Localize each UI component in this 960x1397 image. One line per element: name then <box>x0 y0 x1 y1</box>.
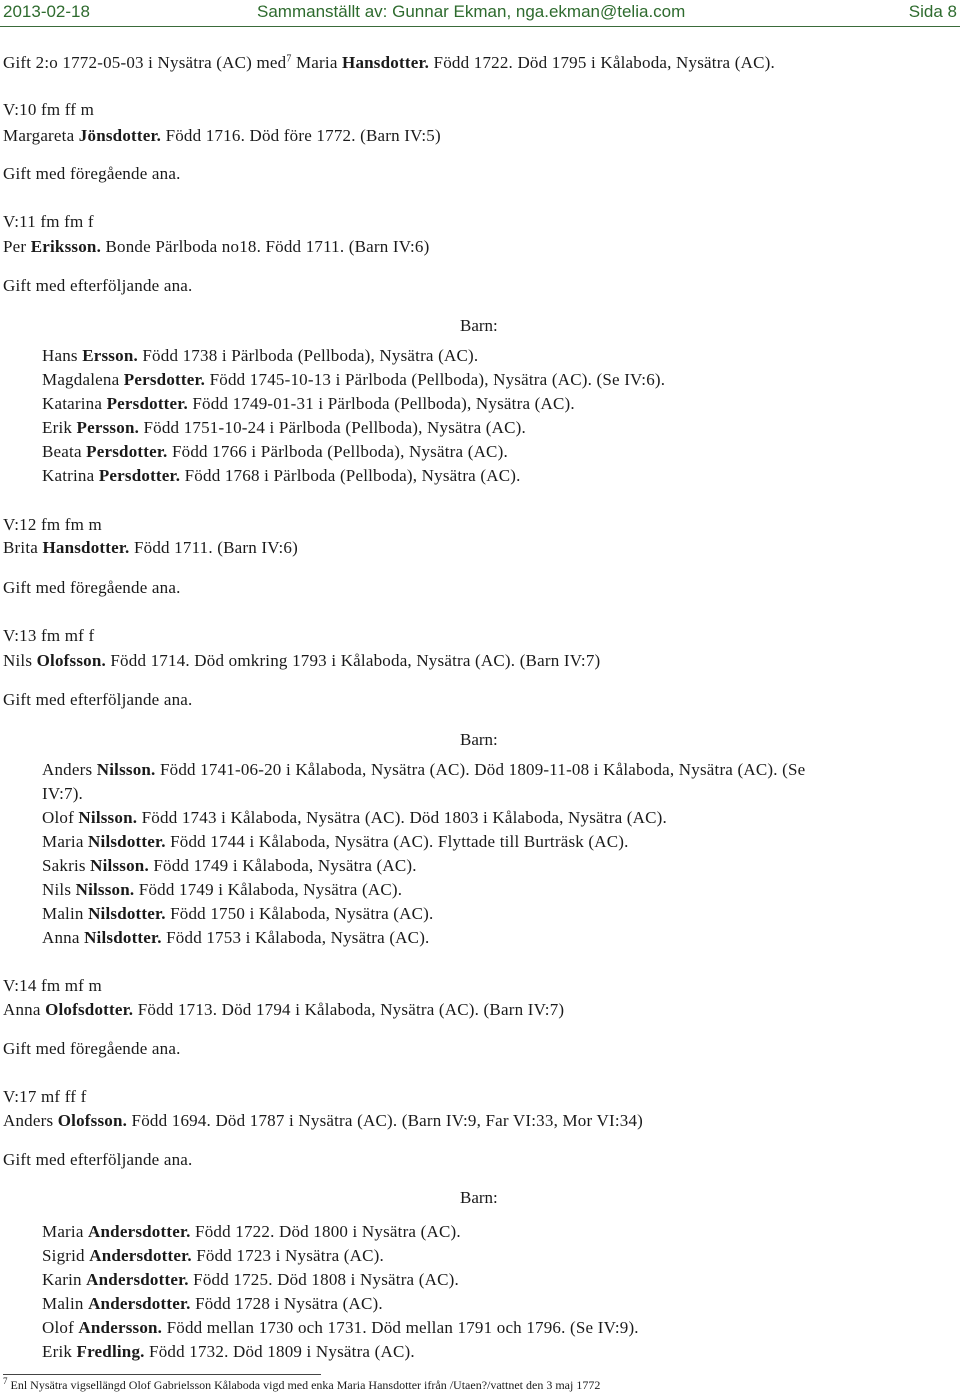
footnote <box>3 1378 600 1392</box>
ancestor-heading: V:12 fm fm m <box>3 515 102 534</box>
marriage-note: Gift med efterföljande ana. <box>3 690 193 709</box>
marriage-note: Gift med efterföljande ana. <box>3 276 193 295</box>
header-date: 2013-02-18 <box>3 2 90 21</box>
child-entry: Olof Andersson. Född mellan 1730 och 1731. Död mellan 1791 och 1796. (Se IV:9). <box>42 1318 639 1337</box>
child-entry: Katarina Persdotter. Född 1749-01-31 i Pärlboda (Pellboda), Nysätra (AC). <box>42 394 575 413</box>
child-entry: Anders Nilsson. Född 1741-06-20 i Kålaboda, Nysätra (AC). Död 1809-11-08 i Kålaboda, Nysätra (AC). (Se <box>42 760 806 779</box>
children-label: Barn: <box>460 1188 498 1207</box>
child-entry: Karin Andersdotter. Född 1725. Död 1808 i Nysätra (AC). <box>42 1270 459 1289</box>
ancestor-heading: V:13 fm mf f <box>3 626 95 645</box>
ancestor-person: Anders Olofsson. Född 1694. Död 1787 i Nysätra (AC). (Barn IV:9, Far VI:33, Mor VI:34) <box>3 1111 644 1130</box>
child-entry: Olof Nilsson. Född 1743 i Kålaboda, Nysätra (AC). Död 1803 i Kålaboda, Nysätra (AC). <box>42 808 667 827</box>
marriage-note: Gift med föregående ana. <box>3 1039 181 1058</box>
marriage-note: Gift med föregående ana. <box>3 578 181 597</box>
child-entry: Erik Fredling. Född 1732. Död 1809 i Nysätra (AC). <box>42 1342 415 1361</box>
header-page-number: Sida 8 <box>908 2 957 21</box>
ancestor-person: Margareta Jönsdotter. Född 1716. Död före 1772. (Barn IV:5) <box>3 126 441 145</box>
footnote-mark: 7 <box>3 1376 8 1386</box>
marriage-line: Gift 2:o 1772-05-03 i Nysätra (AC) med$^7$ Maria Hansdotter. Född 1722. Död 1795 i Kålaboda, Nysätra (AC). <box>3 53 775 72</box>
ancestor-heading: V:11 fm fm f <box>3 212 94 231</box>
footnote-divider <box>3 1374 321 1375</box>
marriage-note: Gift med föregående ana. <box>3 164 181 183</box>
ancestor-person: Anna Olofsdotter. Född 1713. Död 1794 i Kålaboda, Nysätra (AC). (Barn IV:7) <box>3 1000 565 1019</box>
footnote-text: Enl Nysätra vigsellängd Olof Gabrielsson Kålaboda vigd med enka Maria Hansdotter ifrån /Utaen?/vattnet den 3 maj 1772 <box>7 1378 601 1392</box>
child-entry: Hans Ersson. Född 1738 i Pärlboda (Pellboda), Nysätra (AC). <box>42 346 479 365</box>
footnote-ref: 7 <box>286 53 292 65</box>
child-entry: Maria Nilsdotter. Född 1744 i Kålaboda, Nysätra (AC). Flyttade till Burträsk (AC). <box>42 832 629 851</box>
child-entry: Maria Andersdotter. Född 1722. Död 1800 i Nysätra (AC). <box>42 1222 461 1241</box>
child-entry: Nils Nilsson. Född 1749 i Kålaboda, Nysätra (AC). <box>42 880 403 899</box>
child-entry: Erik Persson. Född 1751-10-24 i Pärlboda (Pellboda), Nysätra (AC). <box>42 418 526 437</box>
child-entry: Anna Nilsdotter. Född 1753 i Kålaboda, Nysätra (AC). <box>42 928 430 947</box>
ancestor-heading: V:14 fm mf m <box>3 976 102 995</box>
child-entry: Malin Nilsdotter. Född 1750 i Kålaboda, Nysätra (AC). <box>42 904 434 923</box>
child-entry: Katrina Persdotter. Född 1768 i Pärlboda (Pellboda), Nysätra (AC). <box>42 466 521 485</box>
child-entry: Beata Persdotter. Född 1766 i Pärlboda (Pellboda), Nysätra (AC). <box>42 442 508 461</box>
marriage-note: Gift med efterföljande ana. <box>3 1150 193 1169</box>
child-entry: Sakris Nilsson. Född 1749 i Kålaboda, Nysätra (AC). <box>42 856 417 875</box>
children-label: Barn: <box>460 316 498 335</box>
ancestor-person: Brita Hansdotter. Född 1711. (Barn IV:6) <box>3 538 298 557</box>
ancestor-person: Nils Olofsson. Född 1714. Död omkring 1793 i Kålaboda, Nysätra (AC). (Barn IV:7) <box>3 651 601 670</box>
ancestor-heading: V:10 fm ff m <box>3 100 95 119</box>
ancestor-heading: V:17 mf ff f <box>3 1087 87 1106</box>
child-entry: Sigrid Andersdotter. Född 1723 i Nysätra (AC). <box>42 1246 384 1265</box>
page-header <box>0 0 960 27</box>
child-entry-continued: IV:7). <box>42 784 84 803</box>
header-compiler: Sammanställt av: Gunnar Ekman, nga.ekman@telia.com <box>257 2 686 21</box>
child-entry: Malin Andersdotter. Född 1728 i Nysätra (AC). <box>42 1294 383 1313</box>
child-entry: Magdalena Persdotter. Född 1745-10-13 i Pärlboda (Pellboda), Nysätra (AC). (Se IV:6). <box>42 370 666 389</box>
ancestor-person: Per Eriksson. Bonde Pärlboda no18. Född 1711. (Barn IV:6) <box>3 237 430 256</box>
children-label: Barn: <box>460 730 498 749</box>
